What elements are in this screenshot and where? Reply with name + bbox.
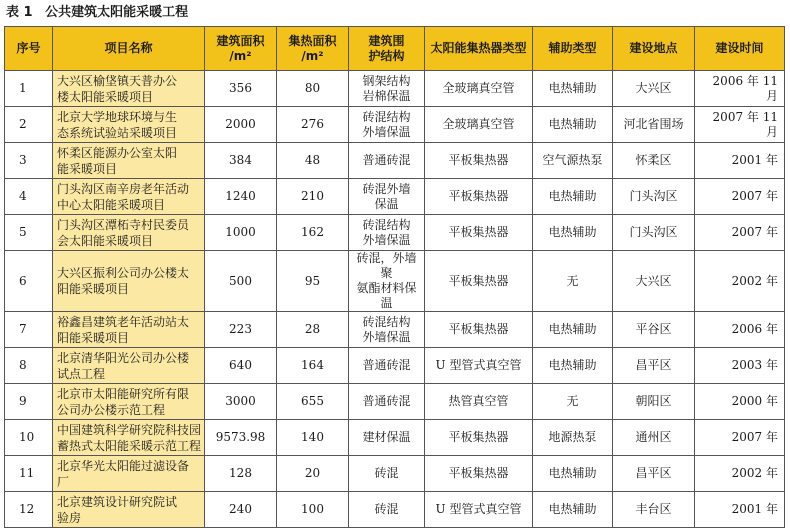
cell-aux-type: 电热辅助: [533, 348, 613, 384]
cell-project-name: 北京清华阳光公司办公楼 试点工程: [53, 348, 205, 384]
cell-build-time: 2002 年: [695, 456, 785, 492]
cell-seq: 1: [5, 71, 53, 107]
cell-collector-type: 平板集热器: [425, 215, 533, 251]
cell-collector-type: 热管真空管: [425, 384, 533, 420]
cell-aux-type: 无: [533, 251, 613, 312]
table-row: [5, 456, 785, 492]
cell-aux-type: 电热辅助: [533, 456, 613, 492]
cell-build-time: 2000 年: [695, 384, 785, 420]
table-row: [5, 251, 785, 312]
cell-envelope: 普通砖混: [349, 348, 425, 384]
cell-aux-type: 无: [533, 384, 613, 420]
cell-aux-type: 电热辅助: [533, 492, 613, 528]
cell-aux-type: 地源热泵: [533, 420, 613, 456]
cell-collector-type: 平板集热器: [425, 312, 533, 348]
cell-building-area: 240: [205, 492, 277, 528]
cell-collector-type: 平板集热器: [425, 179, 533, 215]
cell-collector-area: 80: [277, 71, 349, 107]
cell-collector-type: 全玻璃真空管: [425, 71, 533, 107]
cell-location: 朝阳区: [613, 384, 695, 420]
cell-envelope: 砖混结构 外墙保温: [349, 107, 425, 143]
cell-build-time: 2006 年 11 月: [695, 71, 785, 107]
solar-heating-projects-table: [4, 26, 785, 528]
header-collector-type: 太阳能集热器类型: [425, 27, 533, 71]
cell-seq: 4: [5, 179, 53, 215]
cell-location: 昌平区: [613, 456, 695, 492]
table-row: [5, 312, 785, 348]
table-row: [5, 107, 785, 143]
cell-envelope: 砖混结构 外墙保温: [349, 215, 425, 251]
cell-build-time: 2002 年: [695, 251, 785, 312]
cell-collector-type: 全玻璃真空管: [425, 107, 533, 143]
table-row: [5, 420, 785, 456]
cell-seq: 11: [5, 456, 53, 492]
table-title: 公共建筑太阳能采暖工程: [45, 5, 189, 20]
table-row: [5, 179, 785, 215]
cell-building-area: 356: [205, 71, 277, 107]
cell-project-name: 门头沟区潭柘寺村民委员 会太阳能采暖项目: [53, 215, 205, 251]
table-row: [5, 71, 785, 107]
cell-seq: 5: [5, 215, 53, 251]
cell-collector-type: 平板集热器: [425, 251, 533, 312]
cell-build-time: 2007 年: [695, 420, 785, 456]
cell-envelope: 砖混外墙 保温: [349, 179, 425, 215]
cell-envelope: 钢架结构 岩棉保温: [349, 71, 425, 107]
cell-collector-type: 平板集热器: [425, 143, 533, 179]
cell-building-area: 1000: [205, 215, 277, 251]
cell-build-time: 2006 年: [695, 312, 785, 348]
cell-collector-type: 平板集热器: [425, 456, 533, 492]
table-row: [5, 384, 785, 420]
cell-seq: 3: [5, 143, 53, 179]
cell-build-time: 2007 年: [695, 179, 785, 215]
header-name: 项目名称: [53, 27, 205, 71]
cell-location: 门头沟区: [613, 179, 695, 215]
cell-project-name: 裕鑫昌建筑老年活动站太 阳能采暖项目: [53, 312, 205, 348]
table-row: [5, 348, 785, 384]
cell-building-area: 500: [205, 251, 277, 312]
table-number: 表 1: [6, 5, 33, 20]
cell-aux-type: 电热辅助: [533, 215, 613, 251]
header-time: 建设时间: [695, 27, 785, 71]
cell-project-name: 门头沟区南辛房老年活动 中心太阳能采暖项目: [53, 179, 205, 215]
cell-collector-area: 28: [277, 312, 349, 348]
cell-collector-type: U 型管式真空管: [425, 492, 533, 528]
header-collector-area: 集热面积 /m²: [277, 27, 349, 71]
cell-envelope: 砖混，外墙聚 氨酯材料保温: [349, 251, 425, 312]
cell-build-time: 2007 年 11 月: [695, 107, 785, 143]
cell-seq: 9: [5, 384, 53, 420]
cell-build-time: 2003 年: [695, 348, 785, 384]
cell-envelope: 砖混结构 外墙保温: [349, 312, 425, 348]
cell-project-name: 北京市太阳能研究所有限 公司办公楼示范工程: [53, 384, 205, 420]
cell-location: 昌平区: [613, 348, 695, 384]
cell-aux-type: 电热辅助: [533, 312, 613, 348]
cell-seq: 2: [5, 107, 53, 143]
cell-collector-area: 164: [277, 348, 349, 384]
cell-building-area: 1240: [205, 179, 277, 215]
cell-location: 怀柔区: [613, 143, 695, 179]
table-body: [5, 71, 785, 528]
cell-seq: 8: [5, 348, 53, 384]
cell-build-time: 2007 年: [695, 215, 785, 251]
header-aux-type: 辅助类型: [533, 27, 613, 71]
cell-location: 门头沟区: [613, 215, 695, 251]
cell-project-name: 大兴区榆垡镇天普办公 楼太阳能采暖项目: [53, 71, 205, 107]
table-row: [5, 143, 785, 179]
header-area: 建筑面积 /m²: [205, 27, 277, 71]
cell-envelope: 砖混: [349, 456, 425, 492]
cell-building-area: 128: [205, 456, 277, 492]
cell-collector-area: 95: [277, 251, 349, 312]
cell-seq: 10: [5, 420, 53, 456]
cell-project-name: 大兴区振利公司办公楼太 阳能采暖项目: [53, 251, 205, 312]
cell-aux-type: 电热辅助: [533, 71, 613, 107]
cell-envelope: 普通砖混: [349, 384, 425, 420]
cell-building-area: 384: [205, 143, 277, 179]
cell-location: 大兴区: [613, 251, 695, 312]
cell-location: 河北省围场: [613, 107, 695, 143]
cell-envelope: 建材保温: [349, 420, 425, 456]
cell-build-time: 2001 年: [695, 143, 785, 179]
cell-seq: 6: [5, 251, 53, 312]
table-caption: [6, 4, 188, 22]
cell-collector-type: 平板集热器: [425, 420, 533, 456]
cell-collector-area: 100: [277, 492, 349, 528]
cell-project-name: 北京大学地球环境与生 态系统试验站采暖项目: [53, 107, 205, 143]
table-row: [5, 215, 785, 251]
cell-building-area: 9573.98: [205, 420, 277, 456]
cell-collector-area: 655: [277, 384, 349, 420]
cell-building-area: 2000: [205, 107, 277, 143]
cell-aux-type: 电热辅助: [533, 107, 613, 143]
cell-project-name: 北京建筑设计研究院试 验房: [53, 492, 205, 528]
cell-collector-area: 276: [277, 107, 349, 143]
cell-project-name: 北京华光太阳能过滤设备 厂: [53, 456, 205, 492]
cell-location: 通州区: [613, 420, 695, 456]
cell-location: 丰台区: [613, 492, 695, 528]
header-location: 建设地点: [613, 27, 695, 71]
header-row: [5, 27, 785, 71]
cell-location: 平谷区: [613, 312, 695, 348]
table-row: [5, 492, 785, 528]
cell-aux-type: 电热辅助: [533, 179, 613, 215]
cell-location: 大兴区: [613, 71, 695, 107]
cell-building-area: 640: [205, 348, 277, 384]
header-envelope: 建筑围 护结构: [349, 27, 425, 71]
cell-seq: 7: [5, 312, 53, 348]
header-seq: 序号: [5, 27, 53, 71]
cell-collector-area: 210: [277, 179, 349, 215]
cell-collector-area: 162: [277, 215, 349, 251]
cell-envelope: 普通砖混: [349, 143, 425, 179]
cell-building-area: 3000: [205, 384, 277, 420]
cell-seq: 12: [5, 492, 53, 528]
cell-build-time: 2001 年: [695, 492, 785, 528]
cell-collector-area: 20: [277, 456, 349, 492]
cell-collector-type: U 型管式真空管: [425, 348, 533, 384]
cell-collector-area: 140: [277, 420, 349, 456]
cell-envelope: 砖混: [349, 492, 425, 528]
cell-aux-type: 空气源热泵: [533, 143, 613, 179]
cell-building-area: 223: [205, 312, 277, 348]
cell-project-name: 中国建筑科学研究院科技园 蓄热式太阳能采暖示范工程: [53, 420, 205, 456]
cell-project-name: 怀柔区能源办公室太阳 能采暖项目: [53, 143, 205, 179]
cell-collector-area: 48: [277, 143, 349, 179]
